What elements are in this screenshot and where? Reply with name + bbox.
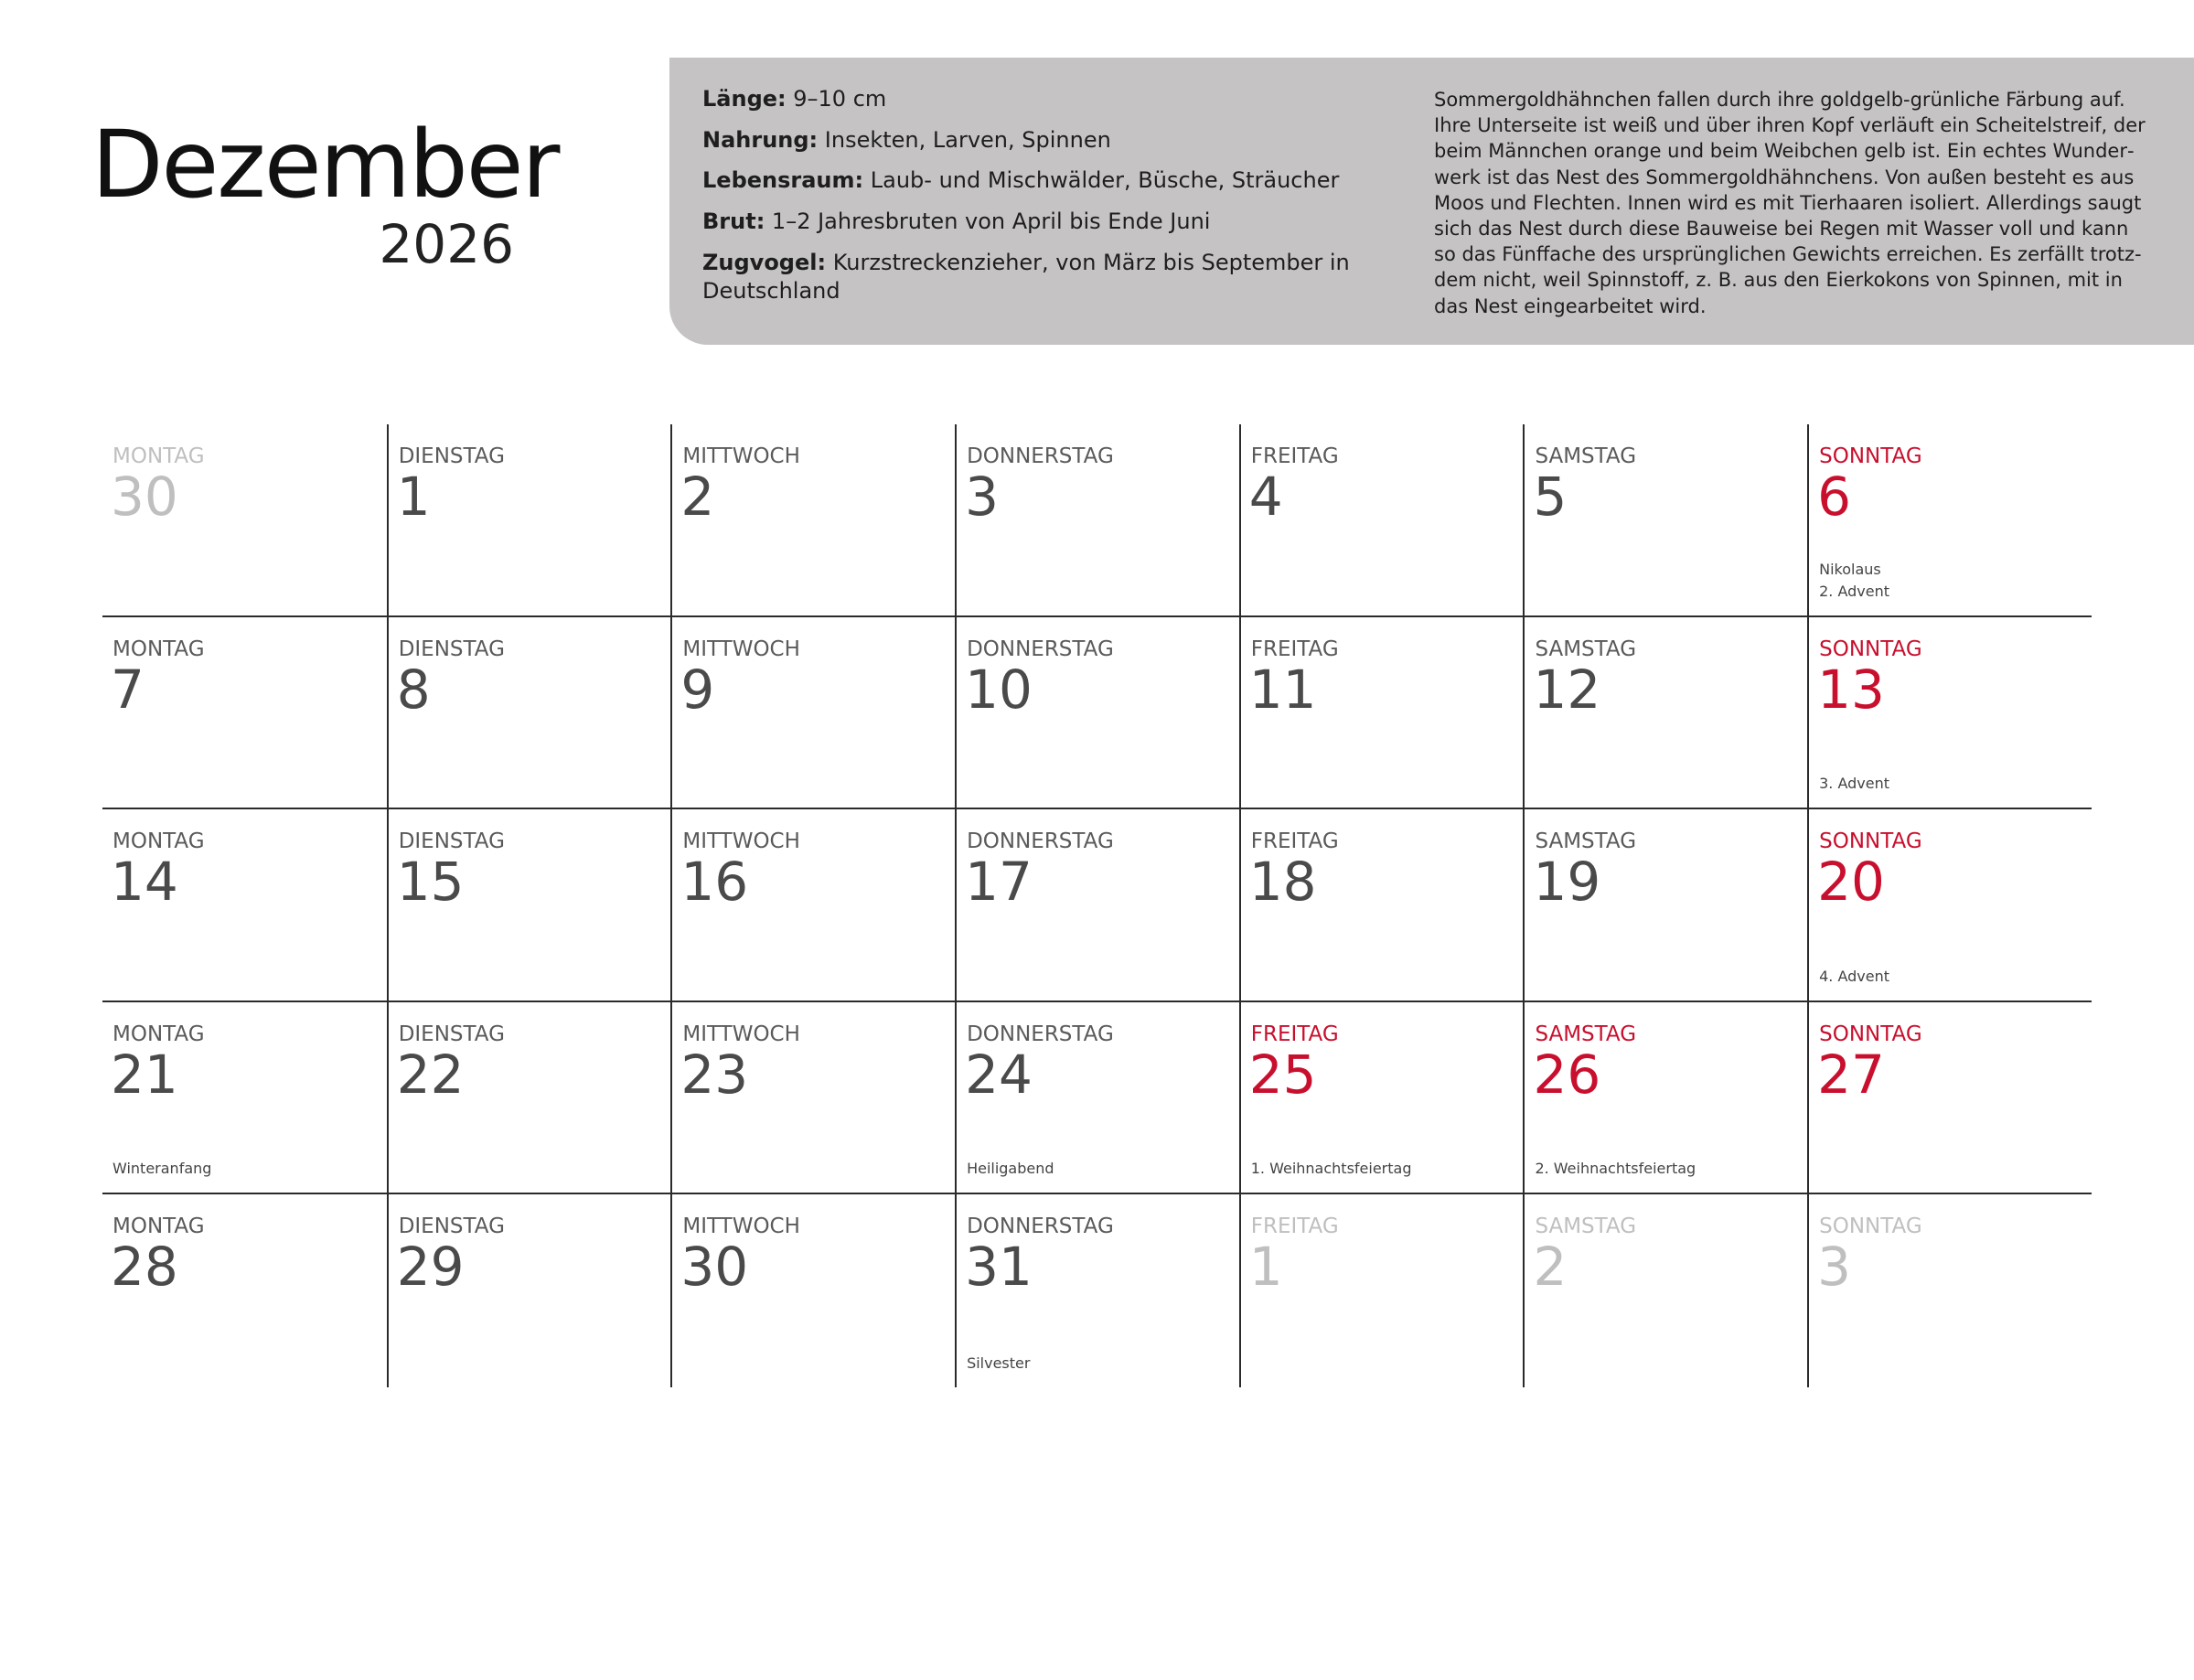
day-number: 2	[1533, 1236, 1568, 1299]
weekday-label: DIENSTAG	[398, 637, 505, 661]
day-number: 12	[1533, 658, 1601, 721]
weekday-label: MITTWOCH	[682, 444, 800, 468]
day-cell	[1239, 809, 1524, 1002]
weekday-label: SONNTAG	[1819, 1215, 1922, 1239]
day-number: 18	[1248, 851, 1317, 914]
weekday-label: DIENSTAG	[398, 1215, 505, 1239]
fact-value: Insekten, Larven, Spinnen	[818, 126, 1111, 153]
weekday-label: DIENSTAG	[398, 829, 505, 854]
day-cell	[1239, 617, 1524, 810]
day-note-line: 3. Advent	[1819, 775, 1890, 793]
day-number: 7	[111, 658, 144, 721]
day-cell	[955, 809, 1239, 1002]
day-cell	[1239, 1002, 1524, 1195]
month-header	[91, 111, 559, 275]
day-number: 26	[1533, 1043, 1601, 1106]
day-cell	[1807, 617, 2092, 810]
day-cell	[670, 809, 955, 1002]
weekday-label: DONNERSTAG	[967, 1215, 1114, 1239]
fact-habitat	[702, 166, 1379, 196]
day-number: 23	[680, 1043, 749, 1106]
day-cell	[1807, 1002, 2092, 1195]
day-cell	[387, 1002, 671, 1195]
day-number: 13	[1817, 658, 1885, 721]
day-cell	[387, 424, 671, 617]
day-note	[1535, 1158, 1696, 1180]
day-cell	[1807, 1194, 2092, 1387]
day-note	[1251, 1158, 1412, 1180]
weekday-label: DONNERSTAG	[967, 444, 1114, 468]
weekday-label: DONNERSTAG	[967, 829, 1114, 854]
day-note-line: 4. Advent	[1819, 967, 1890, 985]
day-cell	[955, 1194, 1239, 1387]
day-number: 31	[965, 1236, 1033, 1299]
day-note-line: Silvester	[967, 1354, 1031, 1372]
day-cell	[102, 617, 387, 810]
day-note	[1819, 559, 1889, 603]
fact-label: Lebensraum:	[702, 167, 864, 194]
fact-label: Nahrung:	[702, 126, 819, 153]
weekday-label: MONTAG	[112, 1215, 205, 1239]
fact-value: 1–2 Jahresbruten von April bis Ende Juni	[765, 209, 1211, 235]
day-number: 19	[1533, 851, 1601, 914]
day-cell	[955, 1002, 1239, 1195]
day-number: 1	[1248, 1236, 1283, 1299]
weekday-label: MONTAG	[112, 637, 205, 661]
day-number: 3	[1817, 1236, 1852, 1299]
day-number: 30	[111, 465, 178, 528]
day-number: 21	[111, 1043, 178, 1106]
day-cell	[1807, 809, 2092, 1002]
day-cell	[1523, 1002, 1807, 1195]
calendar-grid	[102, 424, 2092, 1387]
day-number: 16	[680, 851, 749, 914]
bird-facts	[702, 85, 1379, 318]
fact-label: Brut:	[702, 209, 765, 235]
weekday-label: DIENSTAG	[398, 1022, 505, 1046]
weekday-label: DONNERSTAG	[967, 1022, 1114, 1046]
day-cell	[955, 617, 1239, 810]
day-number: 25	[1248, 1043, 1317, 1106]
day-cell	[1239, 424, 1524, 617]
day-cell	[387, 617, 671, 810]
weekday-label: MONTAG	[112, 444, 205, 468]
day-cell	[670, 424, 955, 617]
weekday-label: SAMSTAG	[1535, 637, 1637, 661]
fact-value: Kurzstreckenzieher, von März bis September in Deutschland	[702, 249, 1350, 305]
day-note-line: Nikolaus	[1819, 560, 1881, 578]
day-cell	[1523, 424, 1807, 617]
weekday-label: FREITAG	[1250, 1022, 1339, 1046]
day-number: 14	[111, 851, 178, 914]
bird-description: Sommergoldhähnchen fallen durch ihre goldgelb-grünliche Färbung auf. Ihre Unterseite ist weiß und über ihren Kopf verläuft ein Scheitelstreif, der beim Männchen orange und beim Weibchen gelb ist. Ein echtes Wunderwerk ist das Nest des Sommergoldhähnchens. Von außen besteht es aus Moos und Flechten. Innen wird es mit Tierhaaren isoliert. Allerdings saugt sich das Nest durch diese Bauweise bei Regen mit Wasser voll und kann so das Fünffache des ursprünglichen Gewichts erreichen. Es zerfällt trotzdem nicht, weil Spinnstoff, z. B. aus den Eierkokons von Spinnen, mit in das Nest eingearbeitet wird.	[1434, 89, 2146, 317]
day-number: 1	[396, 465, 431, 528]
weekday-label: FREITAG	[1250, 444, 1339, 468]
day-number: 6	[1817, 465, 1852, 528]
day-cell	[102, 809, 387, 1002]
day-number: 24	[965, 1043, 1033, 1106]
day-number: 30	[680, 1236, 749, 1299]
day-number: 4	[1248, 465, 1283, 528]
day-number: 22	[396, 1043, 465, 1106]
fact-value: 9–10 cm	[786, 86, 887, 112]
weekday-label: SAMSTAG	[1535, 444, 1637, 468]
day-cell	[670, 1194, 955, 1387]
day-number: 17	[965, 851, 1033, 914]
fact-label: Zugvogel:	[702, 249, 827, 275]
day-number: 3	[965, 465, 999, 528]
bird-info-panel	[669, 58, 2194, 345]
day-cell	[1807, 424, 2092, 617]
day-cell	[1239, 1194, 1524, 1387]
month-title: Dezember	[91, 111, 559, 219]
day-note-line: Winteranfang	[112, 1160, 212, 1178]
day-cell	[387, 809, 671, 1002]
day-number: 2	[680, 465, 715, 528]
fact-food	[702, 126, 1379, 155]
weekday-label: MITTWOCH	[682, 637, 800, 661]
day-number: 28	[111, 1236, 178, 1299]
fact-length	[702, 85, 1379, 114]
year-title: 2026	[379, 213, 514, 275]
day-number: 9	[680, 658, 715, 721]
day-note-line: 2. Weihnachtsfeiertag	[1535, 1160, 1696, 1178]
weekday-label: MITTWOCH	[682, 1215, 800, 1239]
weekday-label: SONNTAG	[1819, 1022, 1922, 1046]
day-cell	[1523, 809, 1807, 1002]
day-cell	[1523, 617, 1807, 810]
day-number: 29	[396, 1236, 465, 1299]
weekday-label: SAMSTAG	[1535, 1215, 1637, 1239]
day-note	[967, 1158, 1054, 1180]
weekday-label: SONNTAG	[1819, 444, 1922, 468]
weekday-label: DONNERSTAG	[967, 637, 1114, 661]
day-cell	[102, 1002, 387, 1195]
day-cell	[387, 1194, 671, 1387]
weekday-label: MONTAG	[112, 1022, 205, 1046]
weekday-label: SAMSTAG	[1535, 829, 1637, 854]
day-note	[1819, 966, 1889, 988]
weekday-label: DIENSTAG	[398, 444, 505, 468]
fact-breeding	[702, 208, 1379, 237]
weekday-label: FREITAG	[1250, 1215, 1339, 1239]
day-cell	[670, 617, 955, 810]
day-number: 5	[1533, 465, 1568, 528]
weekday-label: SAMSTAG	[1535, 1022, 1637, 1046]
day-number: 10	[965, 658, 1033, 721]
day-number: 20	[1817, 851, 1885, 914]
day-note-line: 1. Weihnachtsfeiertag	[1250, 1160, 1412, 1178]
weekday-label: SONNTAG	[1819, 829, 1922, 854]
day-number: 27	[1817, 1043, 1885, 1106]
day-note	[1819, 773, 1889, 795]
weekday-label: MITTWOCH	[682, 829, 800, 854]
day-cell	[955, 424, 1239, 617]
weekday-label: SONNTAG	[1819, 637, 1922, 661]
day-note	[967, 1353, 1030, 1375]
day-number: 8	[396, 658, 431, 721]
day-cell	[102, 1194, 387, 1387]
day-note	[112, 1158, 211, 1180]
fact-label: Länge:	[702, 86, 787, 112]
weekday-label: MITTWOCH	[682, 1022, 800, 1046]
day-note-line: 2. Advent	[1819, 582, 1890, 600]
day-number: 11	[1248, 658, 1317, 721]
day-cell	[670, 1002, 955, 1195]
day-note-line: Heiligabend	[967, 1160, 1054, 1178]
day-number: 15	[396, 851, 465, 914]
weekday-label: MONTAG	[112, 829, 205, 854]
day-cell	[1523, 1194, 1807, 1387]
weekday-label: FREITAG	[1250, 637, 1339, 661]
fact-migration	[702, 249, 1379, 306]
weekday-label: FREITAG	[1250, 829, 1339, 854]
day-cell	[102, 424, 387, 617]
fact-value: Laub- und Mischwälder, Büsche, Sträucher	[863, 167, 1340, 194]
